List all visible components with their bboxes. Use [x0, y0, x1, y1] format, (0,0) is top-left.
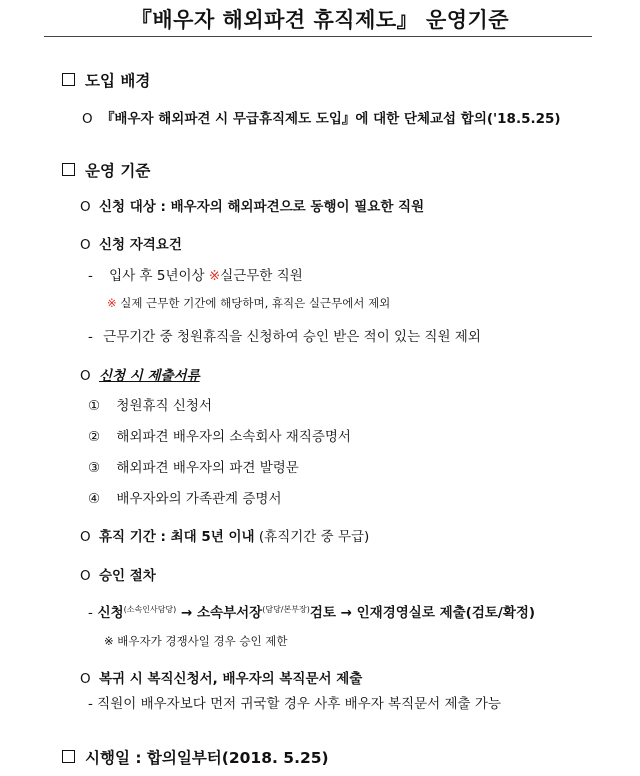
eligibility-item-2-text: 근무기간 중 청원휴직을 신청하여 승인 받은 적이 있는 직원 제외 — [103, 329, 481, 345]
eligibility-heading-text: 신청 자격요건 — [98, 237, 182, 253]
document-item-text: 배우자와의 가족관계 증명서 — [116, 491, 282, 507]
documents-heading — [80, 364, 200, 384]
section-operation-heading — [62, 159, 150, 181]
eligibility-note — [107, 295, 390, 311]
target-item — [80, 195, 424, 215]
document-item-number: ④ — [88, 491, 101, 507]
reference-mark-icon: ※ — [107, 296, 117, 310]
return-item-text: 직원이 배우자보다 먼저 귀국할 경우 사후 배우자 복직문서 제출 가능 — [97, 696, 501, 712]
title-divider — [44, 36, 592, 37]
section-heading-text: 도입 배경 — [85, 72, 151, 90]
arrow-right-icon: → — [181, 605, 193, 621]
return-heading — [80, 667, 362, 687]
circle-bullet-icon: O — [80, 237, 91, 253]
eligibility-note-text: 실제 근무한 기간에 해당하며, 휴직은 실근무에서 제외 — [120, 296, 391, 310]
approval-note: ※ 배우자가 경쟁사일 경우 승인 제한 — [104, 634, 288, 648]
return-item — [88, 692, 501, 712]
circle-bullet-icon: O — [80, 199, 91, 215]
eligibility-item-1-tail: 실근무한 직원 — [220, 268, 303, 284]
square-bullet-icon — [62, 163, 75, 176]
approval-step-1: 신청 — [97, 605, 124, 621]
documents-heading-text: 신청 시 제출서류 — [98, 368, 200, 384]
eligibility-item-2 — [88, 325, 481, 345]
square-bullet-icon — [62, 750, 75, 763]
document-item — [88, 487, 281, 507]
document-item — [88, 425, 351, 445]
circle-bullet-icon: O — [80, 529, 91, 545]
dash-marker: - — [88, 268, 93, 284]
approval-step-3: 인재경영실로 제출(검토/확정) — [356, 605, 536, 621]
approval-step-2: 소속부서장 — [197, 605, 263, 621]
section-effective-heading — [62, 746, 329, 768]
eligibility-item-1-text: 입사 후 5년이상 — [109, 268, 209, 284]
section-heading-text: 시행일 : 합의일부터(2018. 5.25) — [85, 749, 329, 767]
background-text: 『배우자 해외파견 시 무급휴직제도 도입』에 대한 단체교섭 합의('18.5.25) — [100, 111, 561, 127]
period-item — [80, 525, 369, 545]
approval-heading-text: 승인 절차 — [98, 568, 156, 584]
document-item — [88, 456, 299, 476]
eligibility-item-1 — [88, 264, 303, 284]
dash-marker: - — [88, 696, 93, 712]
return-heading-text: 복귀 시 복직신청서, 배우자의 복직문서 제출 — [98, 671, 363, 687]
circle-bullet-icon: O — [82, 111, 93, 127]
eligibility-heading — [80, 233, 182, 253]
period-bold-text: 휴직 기간 : 최대 5년 이내 — [98, 529, 255, 545]
document-item-text: 해외파견 배우자의 파견 발령문 — [116, 460, 299, 476]
target-text: 신청 대상 : 배우자의 해외파견으로 동행이 필요한 직원 — [98, 199, 425, 215]
document-item-text: 청원휴직 신청서 — [116, 398, 212, 414]
arrow-right-icon: → — [340, 605, 352, 621]
dash-marker: - — [88, 605, 93, 621]
document-item-number: ② — [88, 429, 101, 445]
circle-bullet-icon: O — [80, 671, 91, 687]
approval-flow — [88, 601, 535, 621]
approval-step-2-sup: (담당/본부장) — [262, 605, 310, 614]
document-title: 『배우자 해외파견 휴직제도』 운영기준 — [130, 8, 510, 32]
period-normal-text: (휴직기간 중 무급) — [258, 529, 370, 545]
section-heading-text: 운영 기준 — [85, 162, 151, 180]
approval-step-1-sup: (소속인사담당) — [123, 605, 177, 614]
circle-bullet-icon: O — [80, 568, 91, 584]
square-bullet-icon — [62, 73, 75, 86]
dash-marker: - — [88, 329, 93, 345]
reference-mark-icon: ※ — [208, 268, 221, 284]
document-item-number: ① — [88, 398, 101, 414]
circle-bullet-icon: O — [80, 368, 91, 384]
background-item — [82, 107, 561, 127]
approval-step-2-tail: 검토 — [309, 605, 336, 621]
section-background-heading — [62, 69, 150, 91]
document-item-number: ③ — [88, 460, 101, 476]
approval-heading — [80, 564, 156, 584]
document-item — [88, 394, 212, 414]
document-item-text: 해외파견 배우자의 소속회사 재직증명서 — [116, 429, 351, 445]
